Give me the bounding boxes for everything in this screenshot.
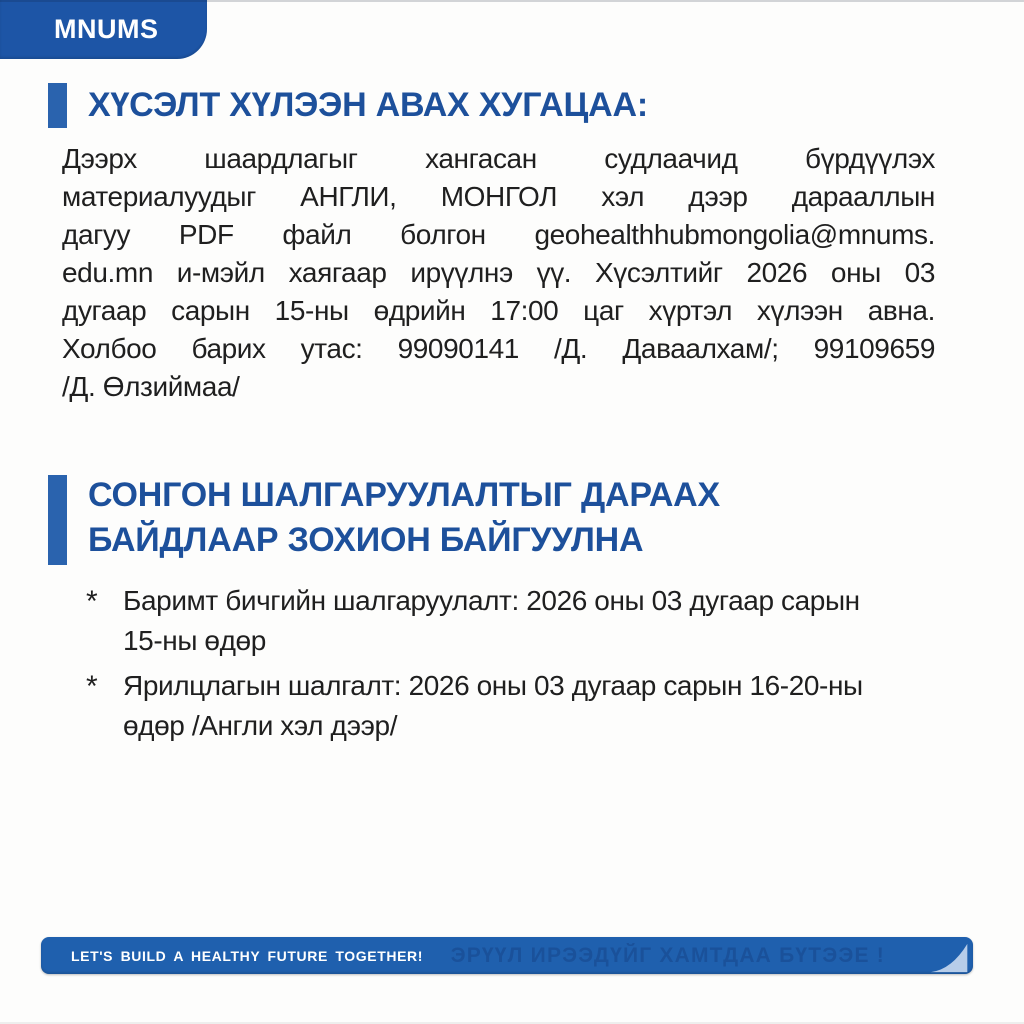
- page-curl-icon: [929, 942, 971, 973]
- asterisk-bullet-marker: *: [86, 670, 98, 703]
- footer-slogan-english: LET'S BUILD A HEALTHY FUTURE TOGETHER!: [71, 947, 423, 964]
- footer-bar: [41, 937, 973, 974]
- list-item-text: [123, 581, 860, 661]
- paragraph-line: материалуудыг АНГЛИ, МОНГОЛ хэл дээр дарааллын: [62, 181, 935, 212]
- heading-accent-bar: [48, 83, 67, 128]
- photo-top-edge: [0, 0, 1024, 2]
- asterisk-bullet-marker: *: [86, 585, 98, 618]
- mnums-logo-badge: [0, 0, 207, 59]
- paragraph-line: дагуу PDF файл болгон geohealthhubmongolia@mnums.: [62, 219, 935, 250]
- mnums-logo-text: MNUMS: [54, 14, 159, 44]
- list-item: [86, 581, 964, 661]
- section-deadline-header: [48, 83, 648, 128]
- heading-accent-bar: [48, 475, 67, 565]
- section-selection-header: [48, 473, 720, 565]
- list-item-line: өдөр /Англи хэл дээр/: [123, 710, 398, 741]
- list-item: [86, 666, 964, 746]
- paragraph-line: edu.mn и-мэйл хаягаар ирүүлнэ үү. Хүсэлтийг 2026 оны 03: [62, 257, 935, 288]
- footer-slogan-mongolian: ЭРҮҮЛ ИРЭЭДҮЙГ ХАМТДАА БҮТЭЭЕ !: [450, 943, 885, 967]
- selection-schedule-list: [86, 581, 964, 751]
- section-selection-title-line: БАЙДЛААР ЗОХИОН БАЙГУУЛНА: [88, 521, 644, 559]
- paragraph-line: /Д. Өлзиймаа/: [62, 371, 240, 402]
- list-item-line: Баримт бичгийн шалгаруулалт: 2026 оны 03 дугаар сарын: [123, 585, 860, 616]
- paragraph-line: Дээрх шаардлагыг хангасан судлаачид бүрдүүлэх: [62, 143, 935, 174]
- section-selection-title-line: СОНГОН ШАЛГАРУУЛАЛТЫГ ДАРААХ: [88, 476, 720, 514]
- section-deadline-title: ХҮСЭЛТ ХҮЛЭЭН АВАХ ХУГАЦАА:: [88, 86, 648, 124]
- list-item-line: 15-ны өдөр: [123, 625, 266, 656]
- list-item-text: [123, 666, 863, 746]
- list-item-line: Ярилцлагын шалгалт: 2026 оны 03 дугаар сарын 16-20-ны: [123, 670, 863, 701]
- paragraph-line: дугаар сарын 15-ны өдрийн 17:00 цаг хүртэл хүлээн авна.: [62, 295, 935, 326]
- paragraph-line: Холбоо барих утас: 99090141 /Д. Даваалхам/; 99109659: [62, 333, 935, 364]
- section-selection-title: [88, 473, 720, 563]
- deadline-paragraph: [62, 140, 935, 406]
